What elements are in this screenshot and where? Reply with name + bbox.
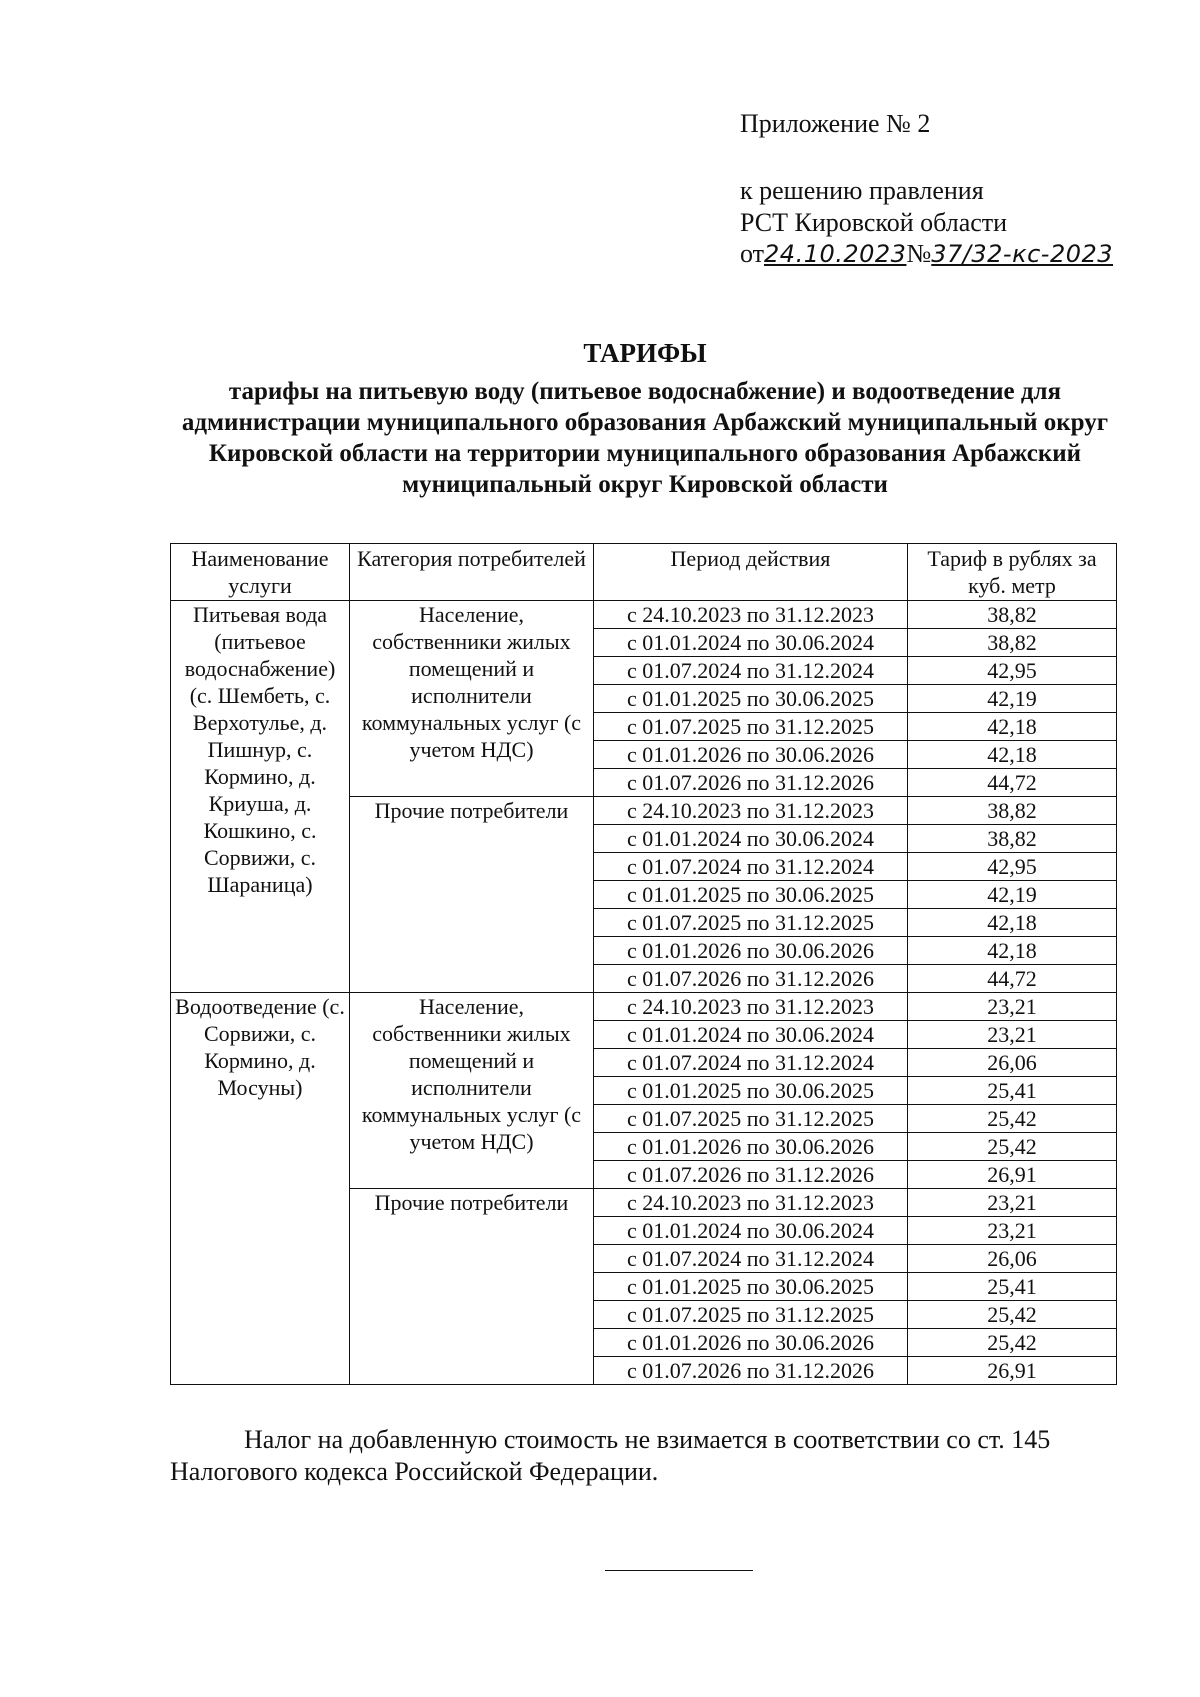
table-row — [171, 601, 1117, 629]
tariff-cell: 44,72 — [908, 769, 1117, 797]
header-tariff: Тариф в рублях за куб. метр — [908, 544, 1117, 601]
annex-number-sign: № — [906, 239, 932, 268]
period-cell: с 01.07.2024 по 31.12.2024 — [594, 1049, 908, 1077]
annex-decision-line: к решению правления — [740, 176, 984, 205]
tariff-cell: 38,82 — [908, 629, 1117, 657]
annex-date-number-line — [740, 238, 1113, 270]
tariff-cell: 42,95 — [908, 853, 1117, 881]
header-row — [171, 544, 1117, 601]
tariff-cell: 26,91 — [908, 1161, 1117, 1189]
period-cell: с 01.01.2026 по 30.06.2026 — [594, 741, 908, 769]
period-cell: с 24.10.2023 по 31.12.2023 — [594, 797, 908, 825]
period-cell: с 01.01.2025 по 30.06.2025 — [594, 881, 908, 909]
tariff-cell: 42,19 — [908, 685, 1117, 713]
period-cell: с 24.10.2023 по 31.12.2023 — [594, 601, 908, 629]
tariff-cell: 25,41 — [908, 1077, 1117, 1105]
period-cell: с 24.10.2023 по 31.12.2023 — [594, 1189, 908, 1217]
period-cell: с 01.07.2026 по 31.12.2026 — [594, 965, 908, 993]
period-cell: с 01.07.2025 по 31.12.2025 — [594, 1301, 908, 1329]
document-subtitle: тарифы на питьевую воду (питьевое водоснабжение) и водоотведение для администрации муниципального образования Арбажский муниципальный округ Кировской области на территории муниципального образования Арбажский муниципальный округ Кировской области — [181, 378, 1109, 498]
tariff-cell: 25,42 — [908, 1105, 1117, 1133]
tariff-cell: 25,42 — [908, 1133, 1117, 1161]
period-cell: с 01.07.2025 по 31.12.2025 — [594, 1105, 908, 1133]
tariff-cell: 44,72 — [908, 965, 1117, 993]
consumer-category-cell: Прочие потребители — [350, 1189, 594, 1385]
period-cell: с 01.07.2025 по 31.12.2025 — [594, 909, 908, 937]
tariff-cell: 23,21 — [908, 1189, 1117, 1217]
consumer-category-cell: Прочие потребители — [350, 797, 594, 993]
header-category: Категория потребителей — [350, 544, 594, 601]
tariff-cell: 38,82 — [908, 825, 1117, 853]
period-cell: с 01.01.2026 по 30.06.2026 — [594, 1133, 908, 1161]
period-cell: с 01.07.2026 по 31.12.2026 — [594, 1357, 908, 1385]
service-name-cell: Питьевая вода (питьевое водоснабжение) (с. Шембеть, с. Верхотулье, д. Пишнур, с. Кормино, д. Криуша, д. Кошкино, с. Сорвижи, с. Шараница) — [171, 601, 350, 993]
tariff-cell: 42,19 — [908, 881, 1117, 909]
period-cell: с 01.01.2024 по 30.06.2024 — [594, 1217, 908, 1245]
header-period: Период действия — [594, 544, 908, 601]
tariff-cell: 25,41 — [908, 1273, 1117, 1301]
table-row — [171, 993, 1117, 1021]
annex-number: Приложение № 2 — [740, 109, 931, 138]
period-cell: с 01.01.2026 по 30.06.2026 — [594, 937, 908, 965]
period-cell: с 01.01.2026 по 30.06.2026 — [594, 1329, 908, 1357]
tariff-cell: 23,21 — [908, 993, 1117, 1021]
tariffs-table — [170, 543, 1117, 1385]
table-body — [171, 601, 1117, 1385]
tariff-cell: 42,95 — [908, 657, 1117, 685]
tariff-cell: 26,06 — [908, 1049, 1117, 1077]
period-cell: с 01.01.2024 по 30.06.2024 — [594, 1021, 908, 1049]
period-cell: с 01.01.2025 по 30.06.2025 — [594, 1273, 908, 1301]
period-cell: с 24.10.2023 по 31.12.2023 — [594, 993, 908, 1021]
annex-date: 24.10.2023 — [764, 240, 907, 268]
tariff-cell: 26,91 — [908, 1357, 1117, 1385]
table-header — [171, 544, 1117, 601]
period-cell: с 01.01.2024 по 30.06.2024 — [594, 825, 908, 853]
tariff-cell: 25,42 — [908, 1329, 1117, 1357]
period-cell: с 01.07.2024 по 31.12.2024 — [594, 657, 908, 685]
vat-footnote: Налог на добавленную стоимость не взимается в соответствии со ст. 145 Налогового кодекса Российской Федерации. — [170, 1425, 1051, 1486]
service-name-cell: Водоотведение (с. Сорвижи, с. Кормино, д. Мосуны) — [171, 993, 350, 1385]
tariff-cell: 23,21 — [908, 1021, 1117, 1049]
period-cell: с 01.01.2025 по 30.06.2025 — [594, 685, 908, 713]
tariff-cell: 26,06 — [908, 1245, 1117, 1273]
annex-authority-line: РСТ Кировской области — [740, 208, 1008, 237]
tariff-cell: 38,82 — [908, 601, 1117, 629]
period-cell: с 01.01.2025 по 30.06.2025 — [594, 1077, 908, 1105]
period-cell: с 01.01.2024 по 30.06.2024 — [594, 629, 908, 657]
annex-from-prefix: от — [740, 239, 765, 268]
header-service: Наименование услуги — [171, 544, 350, 601]
tariff-cell: 23,21 — [908, 1217, 1117, 1245]
document-title: ТАРИФЫ — [583, 338, 707, 368]
tariff-cell: 25,42 — [908, 1301, 1117, 1329]
tariff-cell: 42,18 — [908, 713, 1117, 741]
period-cell: с 01.07.2024 по 31.12.2024 — [594, 853, 908, 881]
tariff-cell: 38,82 — [908, 797, 1117, 825]
period-cell: с 01.07.2026 по 31.12.2026 — [594, 769, 908, 797]
end-divider — [605, 1570, 753, 1571]
consumer-category-cell: Население, собственники жилых помещений и исполнители коммунальных услуг (с учетом НДС) — [350, 993, 594, 1189]
period-cell: с 01.07.2026 по 31.12.2026 — [594, 1161, 908, 1189]
tariff-cell: 42,18 — [908, 937, 1117, 965]
period-cell: с 01.07.2025 по 31.12.2025 — [594, 713, 908, 741]
tariff-cell: 42,18 — [908, 909, 1117, 937]
annex-decision-number: 37/32-кс-2023 — [931, 240, 1114, 268]
tariff-cell: 42,18 — [908, 741, 1117, 769]
consumer-category-cell: Население, собственники жилых помещений и исполнители коммунальных услуг (с учетом НДС) — [350, 601, 594, 797]
period-cell: с 01.07.2024 по 31.12.2024 — [594, 1245, 908, 1273]
